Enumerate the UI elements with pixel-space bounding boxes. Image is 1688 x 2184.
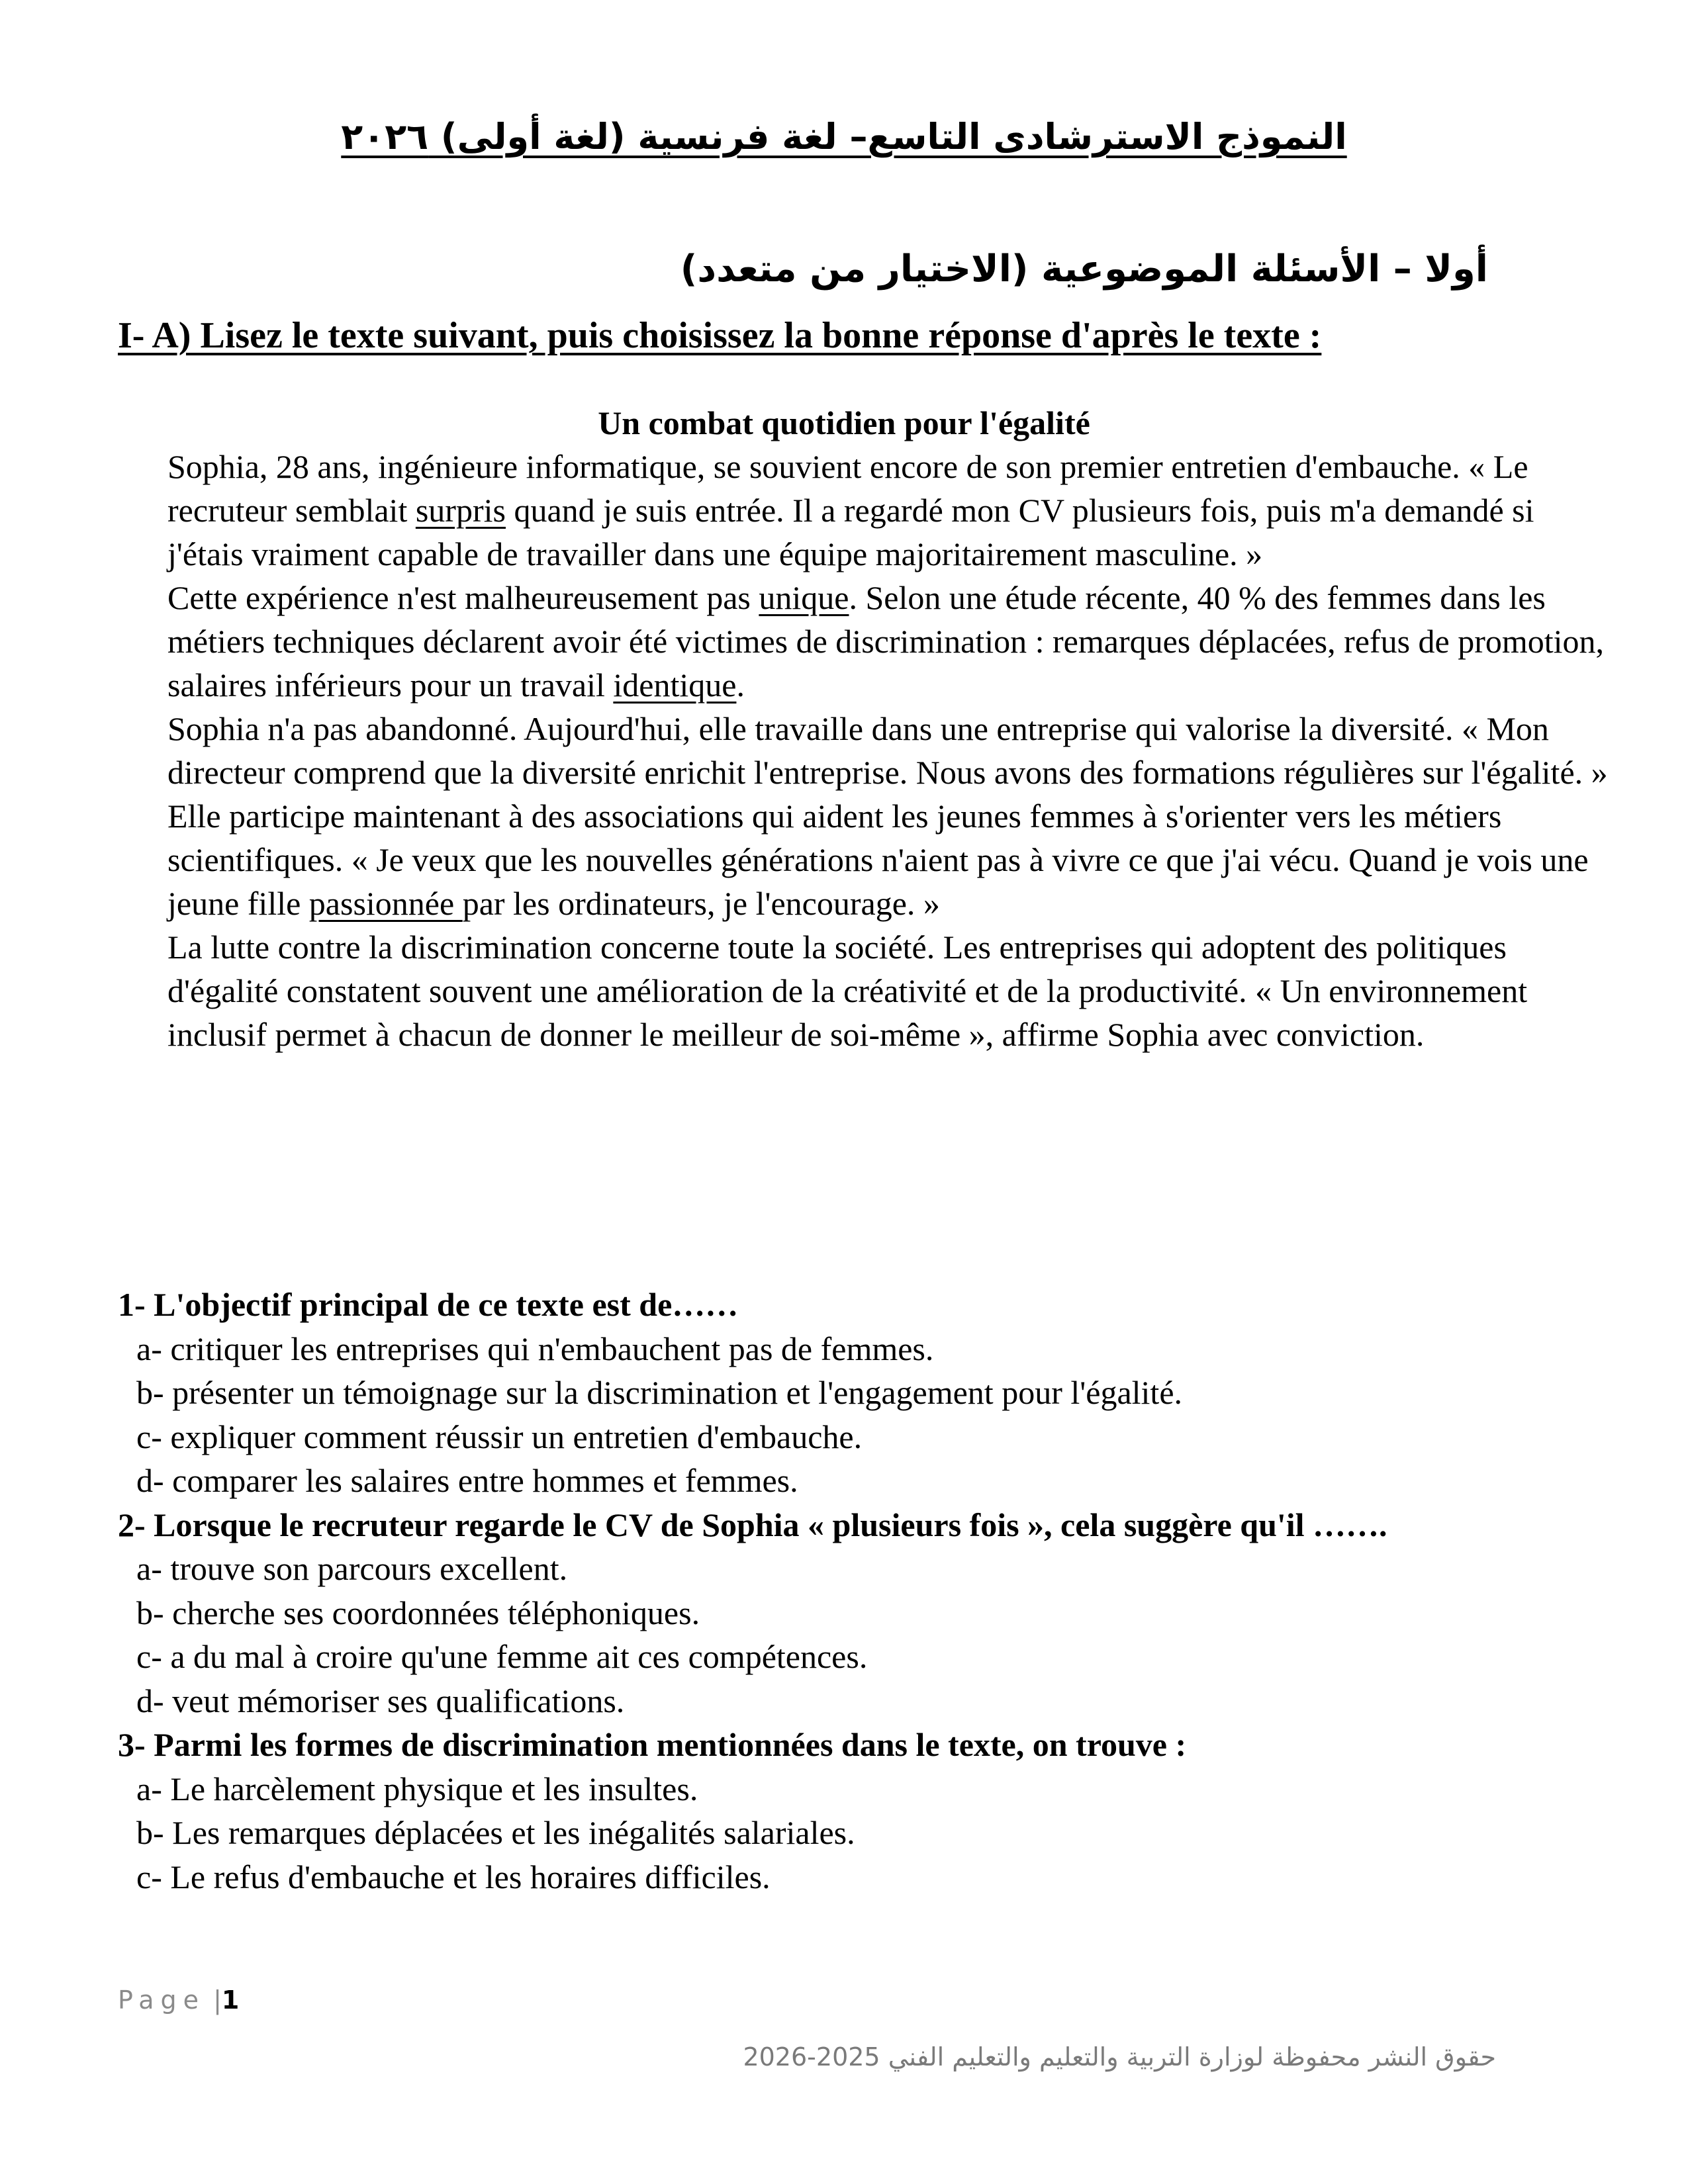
question-1-option-a: a- critiquer les entreprises qui n'embauchent pas de femmes. <box>136 1330 934 1367</box>
paragraph-1 <box>118 445 1614 576</box>
question-2-option-c: c- a du mal à croire qu'une femme ait ces compétences. <box>136 1638 868 1675</box>
section-heading: أولا – الأسئلة الموضوعية (الاختيار من متعدد) <box>680 248 1488 291</box>
page-footer <box>118 1985 239 2015</box>
question-2-option-d: d- veut mémoriser ses qualifications. <box>136 1682 625 1719</box>
paragraph-4 <box>118 794 1614 925</box>
paragraph-2-part-b: . Selon une étude récente, 40 % des femmes dans les métiers techniques déclarent avoir été victimes de discrimination : remarques déplacées, refus de promotion, salaires inférieurs pour un travail <box>167 579 1605 704</box>
paragraph-4-part-b: par les ordinateurs, je l'encourage. » <box>462 885 940 922</box>
paragraph-4-part-a: Elle participe maintenant à des associations qui aident les jeunes femmes à s'orienter vers les métiers scientifiques. « Je veux que les nouvelles générations n'aient pas à vivre ce que j'ai vécu. Quand je vois une jeune fille <box>167 797 1589 922</box>
paragraph-1-part-a: Sophia, 28 ans, ingénieure informatique, se souvient encore de son premier entretien d'embauche. « Le recruteur semblait <box>167 448 1528 529</box>
question-1-option-b: b- présenter un témoignage sur la discrimination et l'engagement pour l'égalité. <box>136 1374 1183 1411</box>
questions-list <box>118 1283 1614 1899</box>
question-3-option-c: c- Le refus d'embauche et les horaires difficiles. <box>136 1858 771 1895</box>
paragraph-1-part-b: quand je suis entrée. Il a regardé mon CV plusieurs fois, puis m'a demandé si j'étais vraiment capable de travailler dans une équipe majoritairement masculine. » <box>167 492 1534 572</box>
underlined-word-unique: unique <box>759 579 849 616</box>
copyright-notice: حقوق النشر محفوظة لوزارة التربية والتعليم والتعليم الفني 2025-2026 <box>743 2042 1496 2071</box>
page-number: 1 <box>221 1985 240 2015</box>
paragraph-5: La lutte contre la discrimination concerne toute la société. Les entreprises qui adoptent des politiques d'égalité constatent souvent une amélioration de la créativité et de la productivité. « Un environnement inclusif permet à chacun de donner le meilleur de soi-même », affirme Sophia avec conviction. <box>167 929 1528 1053</box>
underlined-word-identique: identique <box>613 666 737 704</box>
exam-title-text: النموذج الاسترشادى التاسع– لغة فرنسية (لغة أولى) ٢٠٢٦ <box>341 116 1347 158</box>
exam-title <box>0 114 1688 160</box>
question-3-option-a: a- Le harcèlement physique et les insultes. <box>136 1770 698 1807</box>
question-3: 3- Parmi les formes de discrimination mentionnées dans le texte, on trouve : <box>118 1726 1187 1763</box>
question-1-option-c: c- expliquer comment réussir un entretien d'embauche. <box>136 1418 863 1455</box>
question-2-option-b: b- cherche ses coordonnées téléphoniques. <box>136 1594 700 1631</box>
paragraph-2-part-c: . <box>736 666 745 704</box>
paragraph-2 <box>118 576 1614 707</box>
question-3-option-b: b- Les remarques déplacées et les inégalités salariales. <box>136 1814 855 1851</box>
underlined-word-passionnee: passionnée <box>308 885 463 922</box>
reading-instruction: I- A) Lisez le texte suivant, puis choisissez la bonne réponse d'après le texte : <box>118 315 1322 356</box>
page-label: Page <box>118 1985 205 2015</box>
question-2-option-a: a- trouve son parcours excellent. <box>136 1550 568 1587</box>
page-separator: | <box>213 1985 222 2015</box>
paragraph-2-part-a: Cette expérience n'est malheureusement pas <box>167 579 759 616</box>
reading-text <box>118 445 1614 1056</box>
question-2: 2- Lorsque le recruteur regarde le CV de Sophia « plusieurs fois », cela suggère qu'il ……. <box>118 1506 1387 1543</box>
underlined-word-surpris: surpris <box>415 492 506 529</box>
paragraph-3: Sophia n'a pas abandonné. Aujourd'hui, elle travaille dans une entreprise qui valorise la diversité. « Mon directeur comprend que la diversité enrichit l'entreprise. Nous avons des formations régulières sur l'égalité. » <box>167 710 1608 791</box>
reading-text-title: Un combat quotidien pour l'égalité <box>598 404 1090 441</box>
question-1: 1- L'objectif principal de ce texte est de…… <box>118 1286 739 1323</box>
question-1-option-d: d- comparer les salaires entre hommes et femmes. <box>136 1462 798 1499</box>
